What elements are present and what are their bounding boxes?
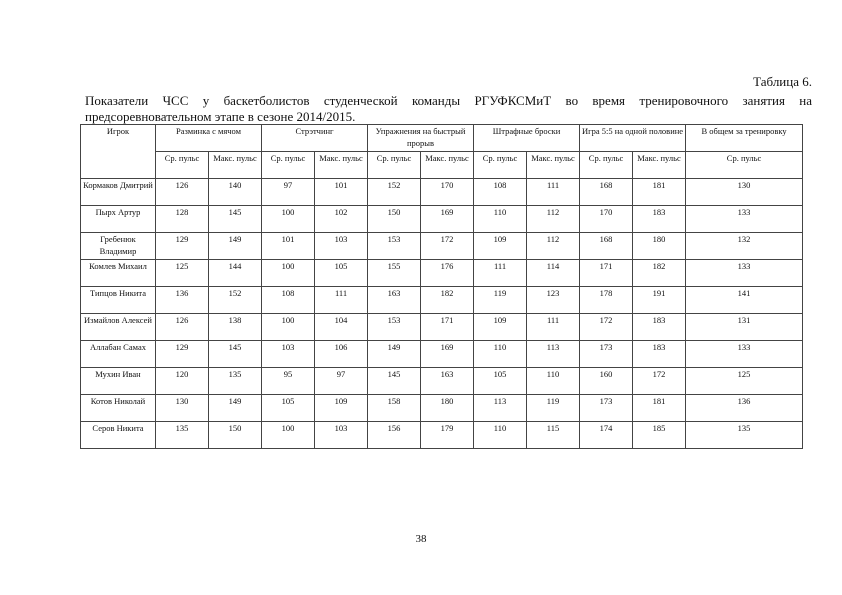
pulse-value-cell: 123 [527,287,580,314]
pulse-value-cell: 172 [580,314,633,341]
pulse-value-cell: 141 [686,287,803,314]
pulse-value-cell: 179 [421,422,474,449]
pulse-value-cell: 100 [262,260,315,287]
pulse-value-cell: 101 [315,179,368,206]
player-name-cell: Аллабан Самах [81,341,156,368]
pulse-value-cell: 152 [209,287,262,314]
pulse-value-cell: 180 [633,233,686,260]
pulse-value-cell: 110 [474,206,527,233]
avg-pulse-header: Ср. пульс [156,152,209,179]
pulse-value-cell: 97 [315,368,368,395]
pulse-value-cell: 105 [474,368,527,395]
pulse-value-cell: 112 [527,233,580,260]
table-row [81,260,803,287]
max-pulse-header: Макс. пульс [209,152,262,179]
pulse-value-cell: 169 [421,341,474,368]
pulse-value-cell: 149 [368,341,421,368]
pulse-value-cell: 112 [527,206,580,233]
pulse-value-cell: 168 [580,233,633,260]
pulse-value-cell: 130 [686,179,803,206]
pulse-value-cell: 111 [474,260,527,287]
pulse-value-cell: 156 [368,422,421,449]
group-header: Игра 5:5 на одной половине [580,125,686,152]
pulse-value-cell: 129 [156,233,209,260]
pulse-value-cell: 153 [368,233,421,260]
pulse-value-cell: 182 [633,260,686,287]
pulse-value-cell: 174 [580,422,633,449]
pulse-value-cell: 152 [368,179,421,206]
pulse-value-cell: 172 [633,368,686,395]
pulse-value-cell: 183 [633,341,686,368]
group-header: Штрафные броски [474,125,580,152]
pulse-value-cell: 149 [209,395,262,422]
player-name-cell: Комлев Михаил [81,260,156,287]
pulse-value-cell: 125 [156,260,209,287]
pulse-value-cell: 95 [262,368,315,395]
group-header: Разминка с мячом [156,125,262,152]
avg-pulse-header: Ср. пульс [686,152,803,179]
pulse-value-cell: 160 [580,368,633,395]
pulse-value-cell: 100 [262,206,315,233]
table-body [81,179,803,449]
pulse-value-cell: 133 [686,341,803,368]
pulse-value-cell: 155 [368,260,421,287]
max-pulse-header: Макс. пульс [315,152,368,179]
pulse-value-cell: 135 [686,422,803,449]
player-name-cell: Котов Николай [81,395,156,422]
table-row [81,179,803,206]
table-number: Таблица 6. [753,74,812,89]
group-header: В общем за тренировку [686,125,803,152]
table-row [81,314,803,341]
pulse-value-cell: 191 [633,287,686,314]
pulse-value-cell: 100 [262,422,315,449]
pulse-value-cell: 115 [527,422,580,449]
player-name-cell: Гребенюк Владимир [81,233,156,260]
pulse-value-cell: 129 [156,341,209,368]
table-row [81,287,803,314]
pulse-value-cell: 150 [368,206,421,233]
page-number: 38 [415,533,427,545]
pulse-value-cell: 108 [262,287,315,314]
pulse-value-cell: 108 [474,179,527,206]
pulse-value-cell: 181 [633,179,686,206]
pulse-value-cell: 102 [315,206,368,233]
pulse-value-cell: 178 [580,287,633,314]
group-header: Стрэтчинг [262,125,368,152]
pulse-value-cell: 110 [474,341,527,368]
pulse-value-cell: 131 [686,314,803,341]
max-pulse-header: Макс. пульс [527,152,580,179]
pulse-value-cell: 153 [368,314,421,341]
table-row [81,395,803,422]
pulse-value-cell: 103 [315,422,368,449]
pulse-value-cell: 145 [368,368,421,395]
pulse-value-cell: 140 [209,179,262,206]
player-name-cell: Типцов Никита [81,287,156,314]
pulse-value-cell: 109 [315,395,368,422]
pulse-value-cell: 150 [209,422,262,449]
pulse-value-cell: 173 [580,341,633,368]
heart-rate-table [80,124,803,449]
pulse-value-cell: 105 [315,260,368,287]
pulse-value-cell: 135 [209,368,262,395]
table-row [81,368,803,395]
table-row [81,206,803,233]
table-row [81,422,803,449]
pulse-value-cell: 101 [262,233,315,260]
pulse-value-cell: 181 [633,395,686,422]
avg-pulse-header: Ср. пульс [580,152,633,179]
pulse-value-cell: 113 [474,395,527,422]
table-row [81,341,803,368]
player-name-cell: Кормаков Дмитрий [81,179,156,206]
avg-pulse-header: Ср. пульс [474,152,527,179]
pulse-value-cell: 119 [527,395,580,422]
pulse-value-cell: 176 [421,260,474,287]
pulse-value-cell: 183 [633,314,686,341]
pulse-value-cell: 171 [580,260,633,287]
pulse-value-cell: 158 [368,395,421,422]
pulse-value-cell: 130 [156,395,209,422]
player-name-cell: Пырх Артур [81,206,156,233]
pulse-value-cell: 132 [686,233,803,260]
pulse-value-cell: 100 [262,314,315,341]
pulse-value-cell: 172 [421,233,474,260]
pulse-value-cell: 111 [315,287,368,314]
pulse-value-cell: 170 [421,179,474,206]
table-caption: Показатели ЧСС у баскетболистов студенческой команды РГУФКСМиТ во время тренировочного занятия на предсоревновательном этапе в сезоне 2014/2015. [85,93,812,124]
pulse-value-cell: 135 [156,422,209,449]
player-name-cell: Измайлов Алексей [81,314,156,341]
pulse-value-cell: 109 [474,314,527,341]
pulse-value-cell: 163 [421,368,474,395]
table-subheader-row [81,152,803,179]
pulse-value-cell: 114 [527,260,580,287]
pulse-value-cell: 125 [686,368,803,395]
pulse-value-cell: 171 [421,314,474,341]
pulse-value-cell: 103 [315,233,368,260]
pulse-value-cell: 133 [686,260,803,287]
player-column-header: Игрок [81,125,156,179]
group-header: Упражнения на быстрый прорыв [368,125,474,152]
table-header-row [81,125,803,152]
pulse-value-cell: 113 [527,341,580,368]
pulse-value-cell: 119 [474,287,527,314]
pulse-value-cell: 182 [421,287,474,314]
pulse-value-cell: 110 [527,368,580,395]
pulse-value-cell: 173 [580,395,633,422]
pulse-value-cell: 185 [633,422,686,449]
pulse-value-cell: 126 [156,314,209,341]
pulse-value-cell: 103 [262,341,315,368]
pulse-value-cell: 120 [156,368,209,395]
pulse-value-cell: 180 [421,395,474,422]
pulse-value-cell: 163 [368,287,421,314]
pulse-value-cell: 110 [474,422,527,449]
pulse-value-cell: 106 [315,341,368,368]
pulse-value-cell: 145 [209,341,262,368]
avg-pulse-header: Ср. пульс [262,152,315,179]
pulse-value-cell: 128 [156,206,209,233]
pulse-value-cell: 169 [421,206,474,233]
pulse-value-cell: 126 [156,179,209,206]
pulse-value-cell: 104 [315,314,368,341]
pulse-value-cell: 138 [209,314,262,341]
pulse-value-cell: 149 [209,233,262,260]
pulse-value-cell: 183 [633,206,686,233]
pulse-value-cell: 111 [527,314,580,341]
pulse-value-cell: 136 [686,395,803,422]
player-name-cell: Серов Никита [81,422,156,449]
pulse-value-cell: 144 [209,260,262,287]
pulse-value-cell: 170 [580,206,633,233]
max-pulse-header: Макс. пульс [633,152,686,179]
table-row [81,233,803,260]
pulse-value-cell: 136 [156,287,209,314]
pulse-value-cell: 168 [580,179,633,206]
player-name-cell: Мухин Иван [81,368,156,395]
avg-pulse-header: Ср. пульс [368,152,421,179]
pulse-value-cell: 97 [262,179,315,206]
max-pulse-header: Макс. пульс [421,152,474,179]
pulse-value-cell: 133 [686,206,803,233]
pulse-value-cell: 145 [209,206,262,233]
pulse-value-cell: 109 [474,233,527,260]
pulse-value-cell: 111 [527,179,580,206]
pulse-value-cell: 105 [262,395,315,422]
